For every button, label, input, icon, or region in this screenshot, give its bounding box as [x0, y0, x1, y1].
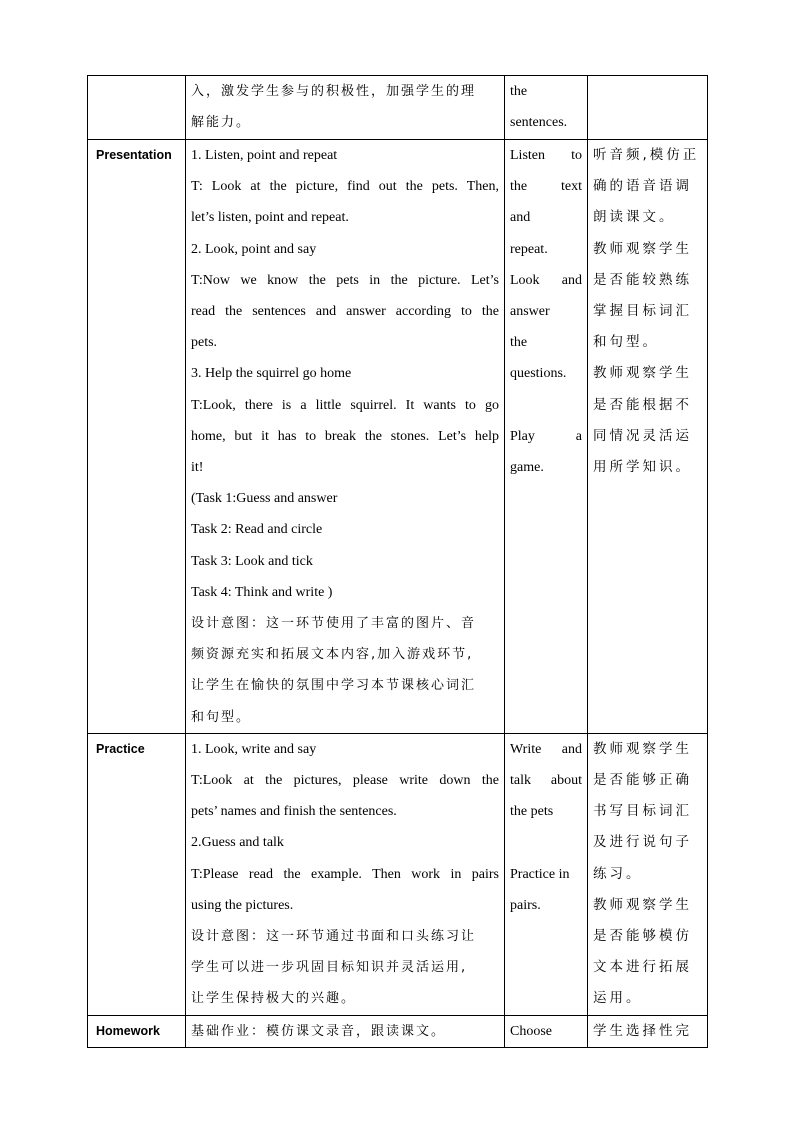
table-row: [88, 1015, 708, 1047]
student-activity-cell: [505, 1015, 588, 1047]
assessment-line: 教师观察学生: [593, 365, 692, 382]
content-line: using the pictures.: [191, 897, 294, 913]
table-row: [88, 733, 708, 1015]
content-line: pets’ names and finish the sentences.: [191, 804, 397, 820]
content-line: T:Now we know the pets in the picture. Let’s: [191, 272, 499, 288]
assessment-cell: [588, 76, 708, 140]
design-intent-line: 设计意图：这一环节通过书面和口头练习让: [191, 929, 477, 945]
student-line: Write and: [510, 741, 582, 757]
assessment-cell: [588, 140, 708, 734]
assessment-line: 和句型。: [593, 334, 659, 351]
content-line: T:Please read the example. Then work in pairs: [191, 866, 499, 882]
table-row: [88, 140, 708, 734]
student-line: questions.: [510, 366, 567, 382]
stage-cell: [88, 76, 186, 140]
design-intent-line: 让学生在愉快的氛围中学习本节课核心词汇: [191, 678, 477, 694]
student-line: Play a: [510, 428, 582, 444]
design-intent-line: 频资源充实和拓展文本内容,加入游戏环节,: [191, 647, 474, 663]
assessment-line: 教师观察学生: [593, 240, 692, 257]
student-line: talk about: [510, 773, 582, 789]
assessment-line: 是否能够模仿: [593, 928, 692, 945]
student-line: Listen to: [510, 148, 582, 163]
assessment-line: 确的语音语调: [593, 178, 692, 195]
assessment-line: 教师观察学生: [593, 896, 692, 913]
assessment-line: 同情况灵活运: [593, 427, 692, 444]
student-line: the pets: [510, 804, 554, 820]
content-line: 3. Help the squirrel go home: [191, 366, 352, 382]
student-line: repeat.: [510, 241, 548, 257]
content-line: it!: [191, 460, 204, 476]
assessment-line: 是否能较熟练: [593, 271, 692, 288]
assessment-line: 掌握目标词汇: [593, 303, 692, 320]
student-activity-cell: [505, 733, 588, 1015]
student-line: the: [510, 335, 528, 351]
content-line: Task 4: Think and write ): [191, 584, 333, 600]
assessment-line: 教师观察学生: [593, 740, 692, 757]
content-line: pets.: [191, 335, 218, 351]
student-line: Choose: [510, 1023, 552, 1039]
assessment-line: 及进行说句子: [593, 834, 692, 851]
spacer: [510, 390, 582, 421]
design-intent-line: 让学生保持极大的兴趣。: [191, 991, 357, 1007]
assessment-line: 用所学知识。: [593, 459, 692, 476]
content-line: 1. Listen, point and repeat: [191, 148, 338, 163]
assessment-cell: [588, 733, 708, 1015]
student-line: pairs.: [510, 897, 541, 913]
student-line: and: [510, 210, 531, 226]
content-line: 入，激发学生参与的积极性，加强学生的理: [191, 84, 477, 99]
content-line: T:Look, there is a little squirrel. It wants to go: [191, 397, 499, 413]
content-cell: [186, 733, 505, 1015]
student-line: Practice in: [510, 866, 570, 882]
content-cell: [186, 76, 505, 140]
content-line: T:Look at the pictures, please write down the: [191, 773, 499, 789]
assessment-line: 运用。: [593, 990, 643, 1007]
lesson-plan-table: [87, 75, 708, 1048]
design-intent-line: 学生可以进一步巩固目标知识并灵活运用,: [191, 960, 468, 976]
assessment-line: 是否能够正确: [593, 772, 692, 789]
content-line: (Task 1:Guess and answer: [191, 491, 338, 507]
content-line: 2. Look, point and say: [191, 241, 317, 257]
content-cell: [186, 1015, 505, 1047]
assessment-line: 学生选择性完: [593, 1022, 692, 1039]
content-line: Task 2: Read and circle: [191, 522, 323, 538]
stage-cell-presentation: Presentation: [88, 140, 186, 734]
content-line: 基础作业：模仿课文录音，跟读课文。: [191, 1023, 447, 1039]
table-row: [88, 76, 708, 140]
content-cell: [186, 140, 505, 734]
assessment-cell: [588, 1015, 708, 1047]
content-line: 解能力。: [191, 115, 252, 131]
assessment-line: 书写目标词汇: [593, 803, 692, 820]
student-line: sentences.: [510, 115, 568, 131]
content-line: 1. Look, write and say: [191, 741, 317, 757]
assessment-line: 听音频,模仿正: [593, 147, 700, 163]
content-line: T: Look at the picture, find out the pets. Then,: [191, 179, 499, 195]
assessment-line: 是否能根据不: [593, 396, 692, 413]
stage-cell-homework: Homework: [88, 1015, 186, 1047]
student-line: the text: [510, 179, 582, 195]
stage-cell-practice: Practice: [88, 733, 186, 1015]
content-line: 2.Guess and talk: [191, 835, 284, 851]
content-line: let’s listen, point and repeat.: [191, 210, 349, 226]
student-line: game.: [510, 460, 544, 476]
assessment-line: 练习。: [593, 865, 643, 882]
spacer: [510, 827, 582, 858]
content-line: read the sentences and answer according to the: [191, 304, 499, 320]
design-intent-line: 设计意图：这一环节使用了丰富的图片、音: [191, 616, 477, 632]
student-activity-cell: [505, 140, 588, 734]
student-activity-cell: [505, 76, 588, 140]
assessment-line: 朗读课文。: [593, 209, 676, 226]
student-line: Look and: [510, 272, 582, 288]
content-line: home, but it has to break the stones. Let’s help: [191, 428, 499, 444]
content-line: Task 3: Look and tick: [191, 553, 313, 569]
student-line: the: [510, 84, 528, 99]
student-line: answer: [510, 304, 550, 320]
assessment-line: 文本进行拓展: [593, 959, 692, 976]
design-intent-line: 和句型。: [191, 709, 252, 725]
